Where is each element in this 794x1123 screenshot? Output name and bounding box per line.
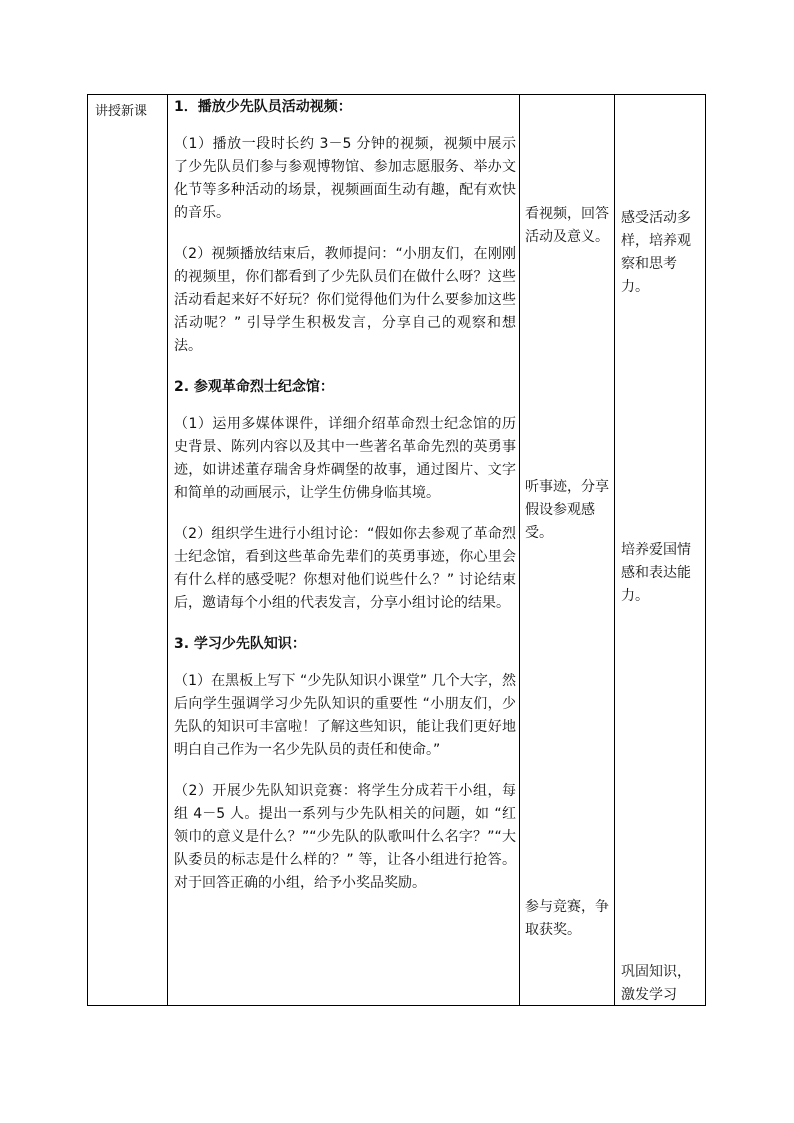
teacher-activities-column <box>174 95 516 895</box>
section2-paragraph1: （1）运用多媒体课件，详细介绍革命烈士纪念馆的历史背景、陈列内容以及其中一些著名革命先烈的英勇事迹，如讲述董存瑞舍身炸碉堡的故事，通过图片、文字和简单的动画展示，让学生仿佛身临其境。 <box>174 416 516 501</box>
section1-paragraph1: （1）播放一段时长约 3－5 分钟的视频，视频中展示了少先队员们参与参观博物馆、参加志愿服务、举办文化节等多种活动的场景，视频画面生动有趣，配有欢快的音乐。 <box>174 136 516 221</box>
student-activity-2: 听事迹，分享假设参观感受。 <box>525 479 609 541</box>
design-intent-1: 感受活动多样，培养观察和思考力。 <box>621 210 691 295</box>
design-intent-2: 培养爱国情感和表达能力。 <box>621 542 691 604</box>
section1-heading: 1．播放少先队员活动视频： <box>174 99 352 115</box>
row-label: 讲授新课 <box>95 104 148 119</box>
lesson-plan-table <box>87 94 706 1006</box>
column-divider <box>167 95 168 1005</box>
section2-heading: 2. 参观革命烈士纪念馆： <box>174 379 334 395</box>
section3-paragraph1: （1）在黑板上写下 “少先队知识小课堂” 几个大字，然后向学生强调学习少先队知识的重要性 “小朋友们，少先队的知识可丰富啦！了解这些知识，能让我们更好地明白自己作为一名少先队员的责任和使命。” <box>174 673 516 758</box>
student-activity-1: 看视频，回答活动及意义。 <box>525 206 609 245</box>
section3-paragraph2: （2）开展少先队知识竞赛：将学生分成若干小组，每组 4－5 人。提出一系列与少先队相关的问题，如 “红领巾的意义是什么？”“少先队的队歌叫什么名字？”“大队委员的标志是什么样的？” 等，让各小组进行抢答。对于回答正确的小组，给予小奖品奖励。 <box>174 783 516 891</box>
section2-paragraph2: （2）组织学生进行小组讨论：“假如你去参观了革命烈士纪念馆，看到这些革命先辈们的英勇事迹，你心里会有什么样的感受呢？你想对他们说些什么？” 讨论结束后，邀请每个小组的代表发言，分享小组讨论的结果。 <box>174 526 516 611</box>
section1-paragraph2: （2）视频播放结束后，教师提问：“小朋友们，在刚刚的视频里，你们都看到了少先队员们在做什么呀？这些活动看起来好不好玩？你们觉得他们为什么要参加这些活动呢？” 引导学生积极发言，分享自己的观察和想法。 <box>174 246 516 354</box>
column-divider <box>519 95 520 1005</box>
student-activity-3: 参与竞赛，争取获奖。 <box>525 899 609 938</box>
column-divider <box>614 95 615 1005</box>
design-intent-3: 巩固知识，激发学习 <box>621 964 691 1003</box>
section3-heading: 3. 学习少先队知识： <box>174 636 306 652</box>
